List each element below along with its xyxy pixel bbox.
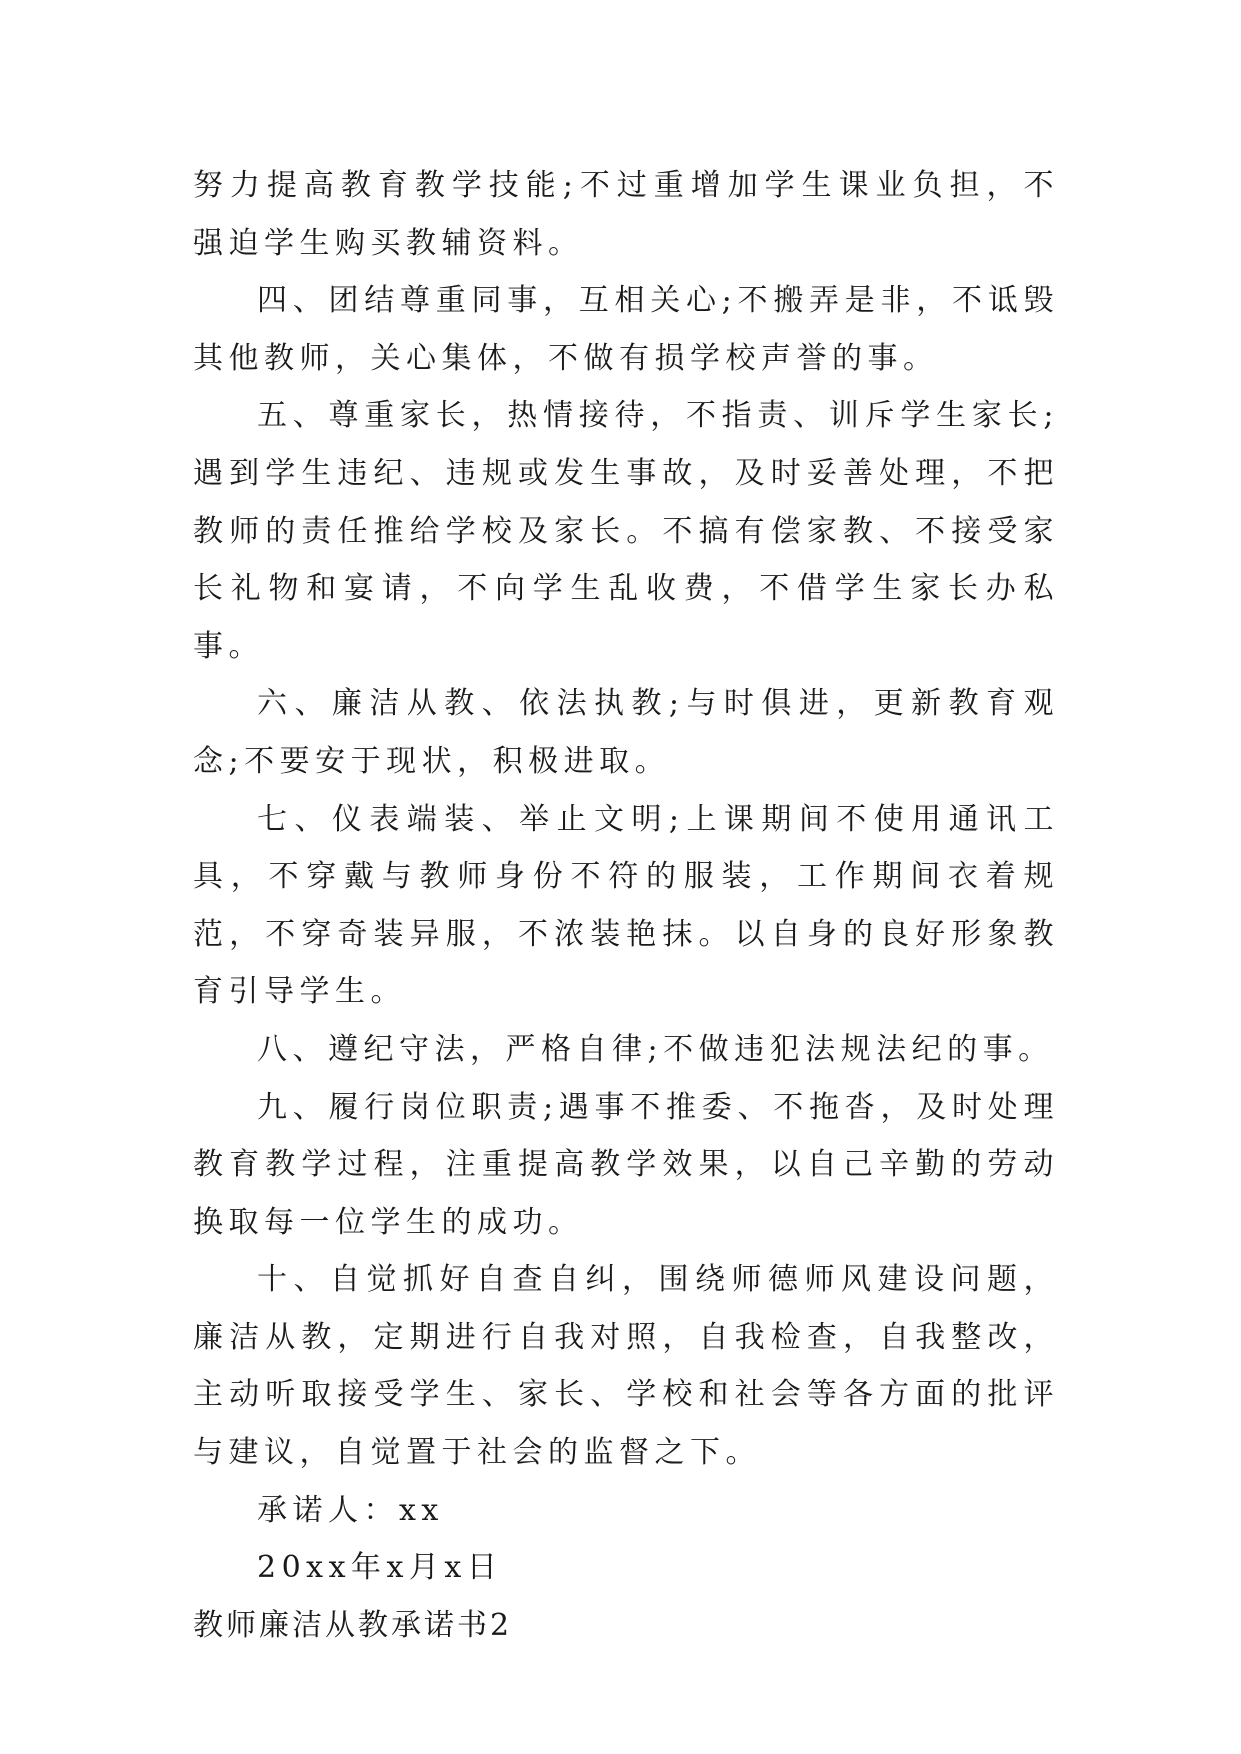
paragraph-item-9: 九、履行岗位职责;遇事不推委、不拖沓，及时处理教育教学过程，注重提高教学效果，以自己辛勤的劳动换取每一位学生的成功。 (193, 1089, 1059, 1240)
signatory-line: 承诺人：xx (257, 1492, 444, 1528)
paragraph-item-8: 八、遵纪守法，严格自律;不做违犯法规法纪的事。 (257, 1031, 1054, 1067)
paragraph-item-5: 五、尊重家长，热情接待，不指责、训斥学生家长;遇到学生违纪、违规或发生事故，及时妥善处理，不把教师的责任推给学校及家长。不搞有偿家教、不接受家长礼物和宴请，不向学生乱收费，不借学生家长办私事。 (193, 398, 1059, 664)
paragraph-item-4: 四、团结尊重同事，互相关心;不搬弄是非，不诋毁其他教师，关心集体，不做有损学校声誉的事。 (193, 283, 1059, 376)
paragraph-item-6: 六、廉洁从教、依法执教;与时俱进，更新教育观念;不要安于现状，积极进取。 (193, 686, 1059, 779)
paragraph-item-7: 七、仪表端装、举止文明;上课期间不使用通讯工具，不穿戴与教师身份不符的服装，工作期间衣着规范，不穿奇装异服，不浓装艳抹。以自身的良好形象教育引导学生。 (193, 801, 1059, 1010)
document-body (193, 157, 1059, 1654)
paragraph-item-10: 十、自觉抓好自查自纠，围绕师德师风建设问题，廉洁从教，定期进行自我对照，自我检查，自我整改，主动听取接受学生、家长、学校和社会等各方面的批评与建议，自觉置于社会的监督之下。 (193, 1262, 1059, 1471)
paragraph-continuation: 努力提高教育教学技能;不过重增加学生课业负担，不强迫学生购买教辅资料。 (193, 168, 1059, 261)
date-line: 20xx年x月x日 (257, 1550, 503, 1586)
next-section-heading: 教师廉洁从教承诺书2 (193, 1607, 513, 1643)
